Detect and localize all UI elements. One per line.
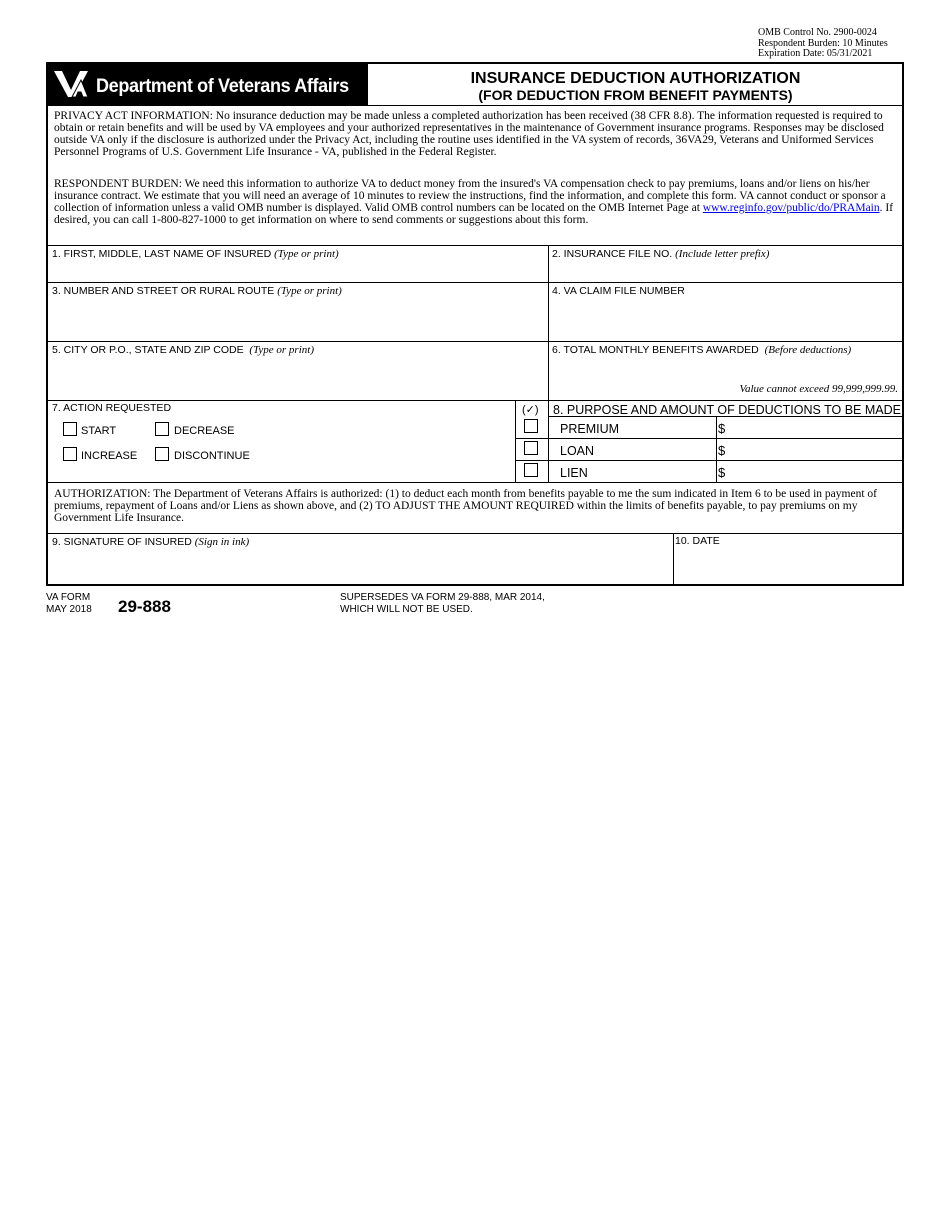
footer-supersedes [340, 592, 545, 616]
loan-amount-input[interactable] [728, 440, 902, 459]
respondent-burden-statement [54, 178, 896, 226]
field-4-label: 4. VA CLAIM FILE NUMBER [552, 285, 685, 297]
lien-checkbox[interactable] [524, 463, 538, 477]
va-logo-icon [52, 68, 90, 100]
increase-checkbox[interactable] [63, 447, 77, 461]
burden-text-after: . If desired, you can call 1-800-827-1000 to get information on where to send comments or suggestions about this form. [54, 202, 894, 226]
form-title-block [367, 64, 904, 105]
street-address-input[interactable] [50, 300, 546, 339]
agency-banner [48, 64, 367, 105]
lien-amount-input[interactable] [728, 462, 902, 481]
start-checkbox[interactable] [63, 422, 77, 436]
discontinue-label: DISCONTINUE [174, 450, 250, 462]
premium-checkbox[interactable] [524, 419, 538, 433]
lien-currency: $ [718, 465, 726, 480]
decrease-checkbox[interactable] [155, 422, 169, 436]
respondent-burden: Respondent Burden: 10 Minutes [758, 37, 888, 49]
city-state-zip-input[interactable] [50, 359, 546, 398]
field-6-label: 6. TOTAL MONTHLY BENEFITS AWARDED (Before deductions) [552, 344, 852, 356]
insurance-file-number-input[interactable] [550, 262, 902, 280]
date-input[interactable] [675, 550, 902, 584]
premium-currency: $ [718, 421, 726, 436]
footer-form-number: 29-888 [118, 597, 171, 616]
premium-amount-input[interactable] [728, 418, 902, 437]
authorization-statement: AUTHORIZATION: The Department of Veterans Affairs is authorized: (1) to deduct each month from benefits payable to me the sum indicated in Item 6 to be used in payment of premiums, repayment of Loans and/or Liens as shown above, and (2) TO ADJUST THE AMOUNT REQUIRED within the limits of benefits payable, to pay premiums on my Government Life Insurance. [54, 488, 877, 524]
increase-label: INCREASE [81, 450, 138, 462]
field-6-note: Value cannot exceed 99,999,999.99. [739, 383, 898, 395]
form-subtitle: (FOR DEDUCTION FROM BENEFIT PAYMENTS) [478, 87, 793, 103]
footer-form-info [46, 592, 92, 616]
omb-info [758, 28, 888, 60]
field-7-label: 7. ACTION REQUESTED [52, 402, 172, 414]
footer-form-date: MAY 2018 [46, 604, 92, 615]
signature-input[interactable] [50, 550, 670, 584]
discontinue-checkbox[interactable] [155, 447, 169, 461]
pramain-link[interactable]: www.reginfo.gov/public/do/PRAMain [702, 202, 880, 214]
loan-label: LOAN [560, 444, 595, 458]
privacy-act-statement: PRIVACY ACT INFORMATION: No insurance deduction may be made unless a completed authorization has been received (38 CFR 8.8). The information requested is required to obtain or retain benefits and will be used by VA employees and your authorized representatives in the maintenance of Government insurance programs. Responses may be disclosed outside VA only if the disclosure is authorized under the Privacy Act, including the routine uses identified in the VA system of records, 36VA29, Veterans and Uniformed Services Personnel Programs of U.S. Government Life Insurance - VA, published in the Federal Register. [54, 110, 884, 158]
footer-va-form: VA FORM [46, 592, 91, 603]
form-title: INSURANCE DEDUCTION AUTHORIZATION [470, 70, 801, 87]
check-column-header: (✓) [522, 404, 539, 416]
supersedes-line-2: WHICH WILL NOT BE USED. [340, 604, 473, 615]
premium-label: PREMIUM [560, 422, 620, 436]
field-8-label: 8. PURPOSE AND AMOUNT OF DEDUCTIONS TO BE MADE [553, 403, 901, 417]
supersedes-line-1: SUPERSEDES VA FORM 29-888, MAR 2014, [340, 592, 545, 603]
field-3-label: 3. NUMBER AND STREET OR RURAL ROUTE (Type or print) [52, 285, 342, 297]
agency-name: Department of Veterans Affairs [96, 76, 349, 97]
loan-currency: $ [718, 443, 726, 458]
field-9-label: 9. SIGNATURE OF INSURED (Sign in ink) [52, 536, 250, 548]
burden-text-before: RESPONDENT BURDEN: We need this information to authorize VA to deduct money from the insured's VA compensation check to pay premiums, loans and/or liens on his/her insurance contract. We estimate that you will need an average of 10 minutes to review the instructions, find the information, and complete this form. VA cannot conduct or sponsor a collection of information unless a valid OMB number is displayed. Valid OMB control numbers can be located on the OMB Internet Page at [54, 178, 886, 214]
field-2-label: 2. INSURANCE FILE NO. (Include letter prefix) [552, 248, 770, 260]
lien-label: LIEN [560, 466, 588, 480]
omb-control-number: OMB Control No. 2900-0024 [758, 27, 877, 38]
total-monthly-benefits-input[interactable] [550, 359, 902, 381]
field-1-label: 1. FIRST, MIDDLE, LAST NAME OF INSURED (Type or print) [52, 248, 339, 260]
form-frame [46, 62, 904, 586]
start-label: START [81, 425, 117, 437]
decrease-label: DECREASE [174, 425, 235, 437]
field-5-label: 5. CITY OR P.O., STATE AND ZIP CODE (Type or print) [52, 344, 314, 356]
insured-name-input[interactable] [50, 262, 546, 280]
expiration-date: Expiration Date: 05/31/2021 [758, 48, 873, 59]
field-10-label: 10. DATE [675, 535, 720, 547]
va-claim-file-number-input[interactable] [550, 300, 902, 339]
loan-checkbox[interactable] [524, 441, 538, 455]
